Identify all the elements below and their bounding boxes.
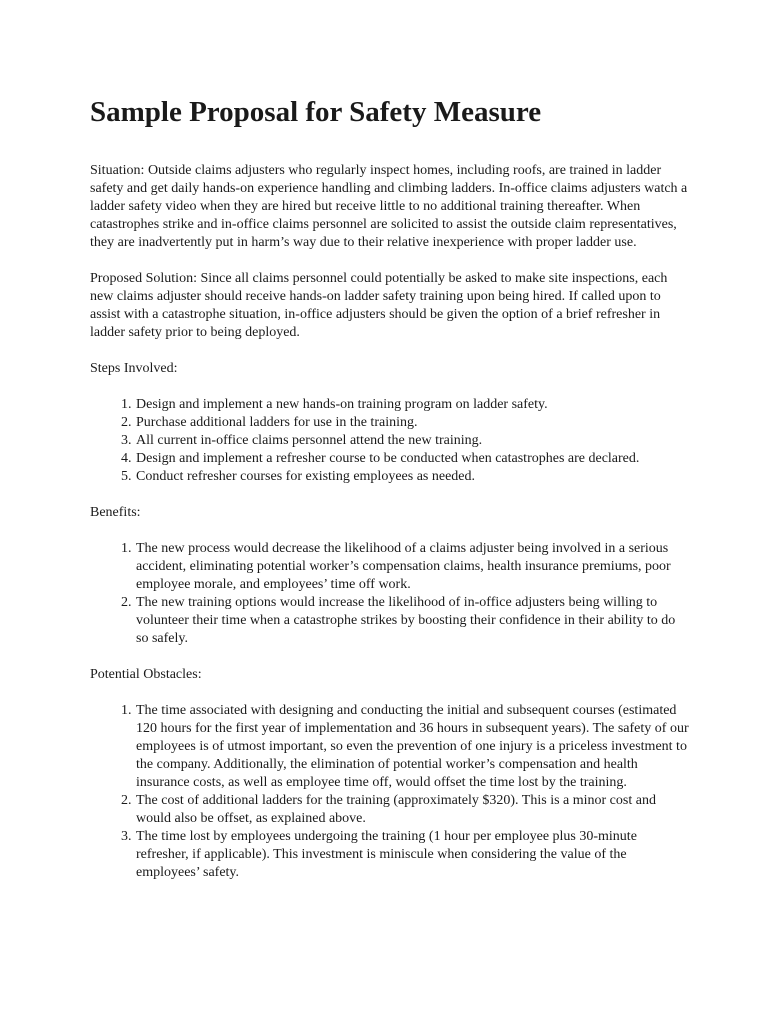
list-item: 2. The cost of additional ladders for the training (approximately $320). This is a minor cost and would also be offset, as explained above.: [135, 792, 690, 828]
list-item: 3. The time lost by employees undergoing the training (1 hour per employee plus 30-minute refresher, if applicable). This investment is miniscule when considering the value of the employees’ safety.: [135, 828, 690, 882]
situation-paragraph: Situation: Outside claims adjusters who regularly inspect homes, including roofs, are trained in ladder safety and get daily hands-on experience handling and climbing ladders. In-office claims adjusters watch a ladder safety video when they are hired but receive little to no additional training thereafter. When catastrophes strike and in-office claims personnel are solicited to assist the outside claim representatives, they are inadvertently put in harm’s way due to their relative inexperience with proper ladder use.: [90, 163, 688, 250]
list-item: 1. Design and implement a new hands-on training program on ladder safety.: [135, 396, 690, 414]
list-item: 4. Design and implement a refresher course to be conducted when catastrophes are declared.: [135, 450, 690, 468]
obstacles-list: [90, 702, 690, 882]
list-item: 3. All current in-office claims personnel attend the new training.: [135, 432, 690, 450]
list-item: 5. Conduct refresher courses for existing employees as needed.: [135, 468, 690, 486]
list-item: 2. The new training options would increase the likelihood of in-office adjusters being willing to volunteer their time when a catastrophe strikes by boosting their confidence in their ability to do so safely.: [135, 594, 690, 648]
list-item: 1. The new process would decrease the likelihood of a claims adjuster being involved in a serious accident, eliminating potential worker’s compensation claims, health insurance premiums, poor employee morale, and employees’ time off work.: [135, 540, 690, 594]
list-item: 2. Purchase additional ladders for use in the training.: [135, 414, 690, 432]
steps-heading: Steps Involved:: [90, 361, 178, 376]
proposed-solution-paragraph: Proposed Solution: Since all claims personnel could potentially be asked to make site inspections, each new claims adjuster should receive hands-on ladder safety training upon being hired. If called upon to assist with a catastrophe situation, in-office adjusters should be given the option of a brief refresher in ladder safety prior to being deployed.: [90, 271, 668, 340]
document-title: Sample Proposal for Safety Measure: [90, 96, 542, 128]
benefits-heading: Benefits:: [90, 505, 141, 520]
obstacles-heading: Potential Obstacles:: [90, 667, 202, 682]
list-item: 1. The time associated with designing and conducting the initial and subsequent courses (estimated 120 hours for the first year of implementation and 36 hours in subsequent years). The safety of our employees is of utmost important, so even the prevention of one injury is a priceless investment to the company. Additionally, the elimination of potential worker’s compensation and health insurance costs, as well as employee time off, would offset the time lost by the training.: [135, 702, 690, 792]
benefits-list: [90, 540, 690, 648]
steps-list: [90, 396, 690, 486]
document-page: [90, 94, 690, 900]
